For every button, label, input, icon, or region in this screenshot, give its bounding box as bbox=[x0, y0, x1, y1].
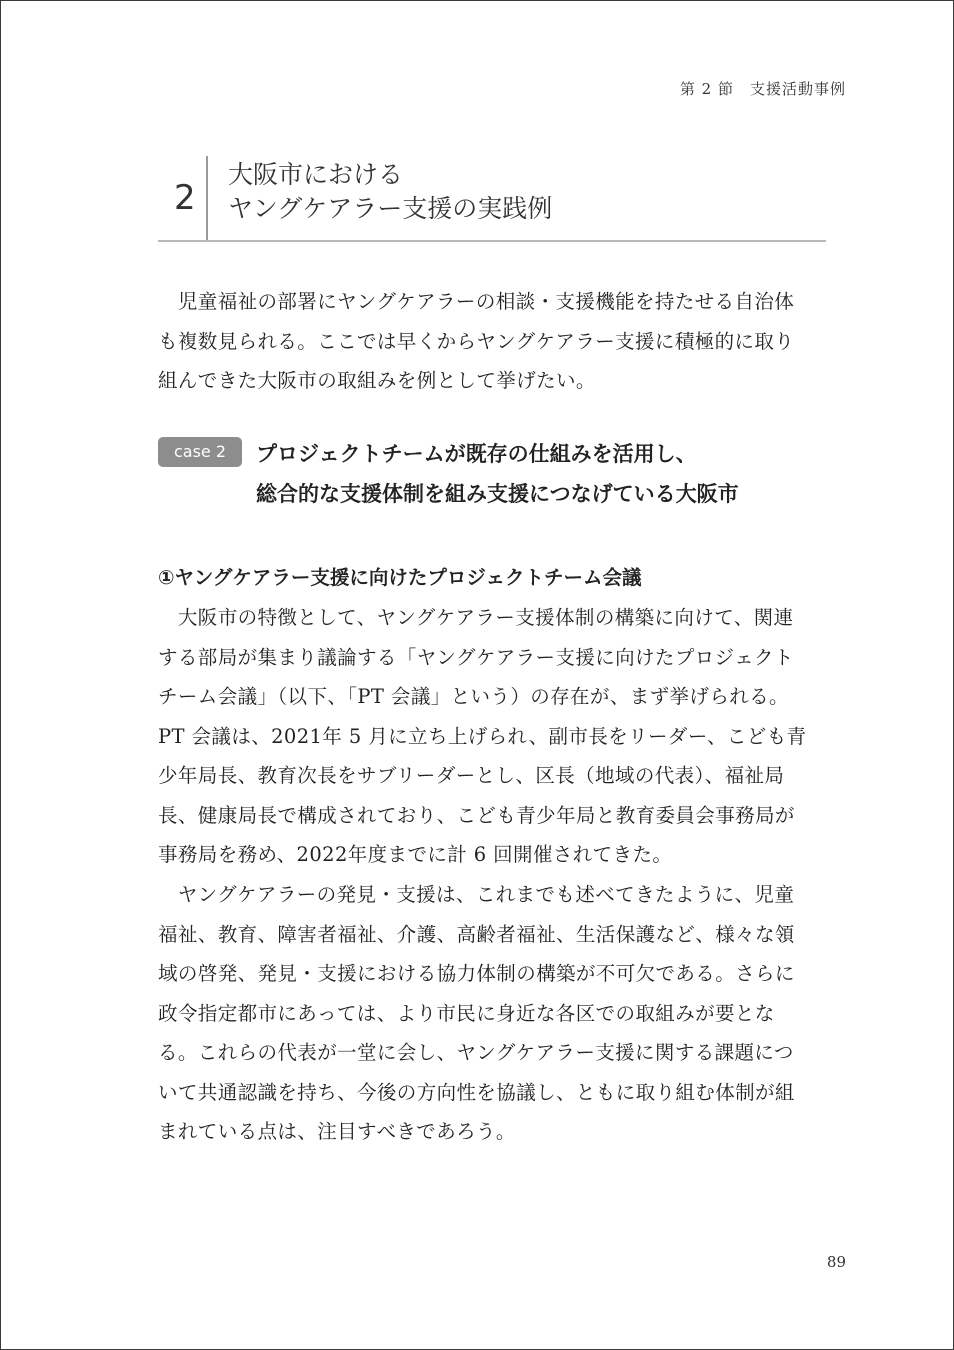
text-line: る。これらの代表が一堂に会し、ヤングケアラー支援に関する課題につ bbox=[158, 1041, 794, 1064]
text-line: も複数見られる。ここでは早くからヤングケアラー支援に積極的に取り bbox=[158, 329, 795, 353]
section-title-line: 大阪市における bbox=[228, 160, 404, 189]
text-line: いて共通認識を持ち、今後の方向性を協議し、ともに取り組む体制が組 bbox=[158, 1080, 795, 1104]
case-title-line: 総合的な支援体制を組み支援につなげている大阪市 bbox=[256, 482, 739, 506]
text-line: する部局が集まり議論する「ヤングケアラー支援に向けたプロジェクト bbox=[158, 645, 794, 669]
text-line: まれている点は、注目すべきであろう。 bbox=[158, 1120, 516, 1143]
text-line: 児童福祉の部署にヤングケアラーの相談・支援機能を持たせる自治体 bbox=[158, 290, 795, 313]
text-line: 大阪市の特徴として、ヤングケアラー支援体制の構築に向けて、関連 bbox=[158, 606, 794, 629]
section-number: 2 bbox=[174, 178, 196, 218]
page-number: 89 bbox=[826, 1253, 846, 1271]
text-line: 少年局長、教育次長をサブリーダーとし、区長（地域の代表）、福祉局 bbox=[158, 764, 785, 787]
subheading: ①ヤングケアラー支援に向けたプロジェクトチーム会議 bbox=[158, 566, 642, 589]
text-line: 域の啓発、発見・支援における協力体制の構築が不可欠である。さらに bbox=[158, 962, 795, 985]
intro-paragraph bbox=[158, 282, 828, 401]
case-title-line: プロジェクトチームが既存の仕組みを活用し、 bbox=[256, 442, 697, 466]
paragraph-2 bbox=[158, 875, 828, 1152]
text-line: 事務局を務め、2022年度までに計 6 回開催されてきた。 bbox=[158, 843, 673, 866]
section-title bbox=[228, 158, 552, 226]
section-title-line: ヤングケアラー支援の実践例 bbox=[228, 194, 553, 223]
running-head: 第 2 節 支援活動事例 bbox=[679, 80, 846, 98]
text-line: 政令指定都市にあっては、より市民に身近な各区での取組みが要とな bbox=[158, 1001, 775, 1025]
text-line: チーム会議」（以下、「PT 会議」という）の存在が、まず挙げられる。 bbox=[158, 685, 789, 708]
text-line: 組んできた大阪市の取組みを例として挙げたい。 bbox=[158, 369, 596, 392]
text-line: 福祉、教育、障害者福祉、介護、高齢者福祉、生活保護など、様々な領 bbox=[158, 922, 795, 946]
section-heading bbox=[158, 152, 826, 242]
section-divider bbox=[206, 156, 208, 240]
text-line: ヤングケアラーの発見・支援は、これまでも述べてきたように、児童 bbox=[158, 883, 795, 906]
text-line: PT 会議は、2021年 5 月に立ち上げられ、副市長をリーダー、こども青 bbox=[158, 724, 807, 748]
text-line: 長、健康局長で構成されており、こども青少年局と教育委員会事務局が bbox=[158, 803, 795, 827]
case-badge: case 2 bbox=[158, 437, 242, 467]
paragraph-1 bbox=[158, 598, 828, 875]
case-title bbox=[256, 434, 739, 514]
